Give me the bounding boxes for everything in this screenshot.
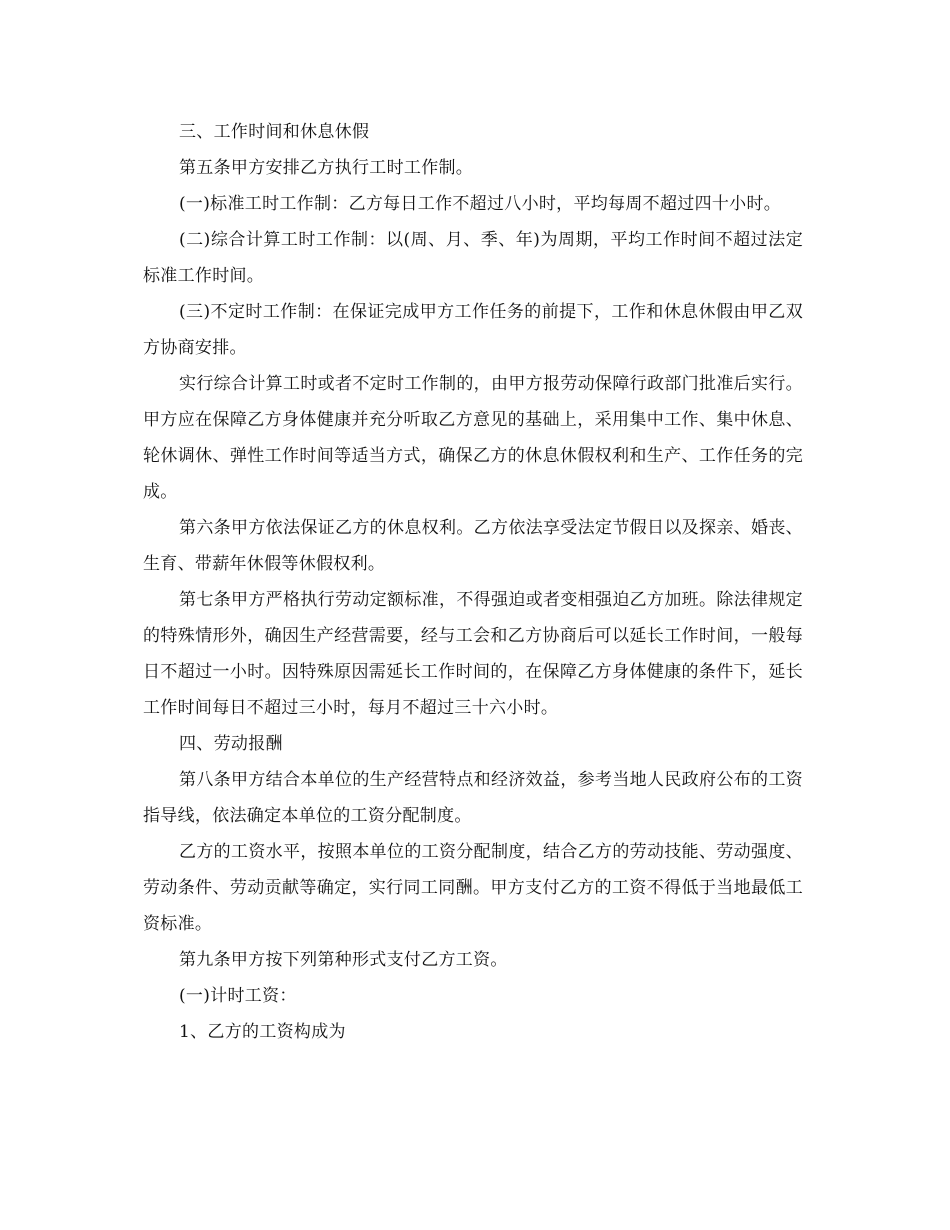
article-paragraph: 第九条甲方按下列第种形式支付乙方工资。 bbox=[179, 950, 508, 970]
clause-paragraph: (一)计时工资： bbox=[179, 986, 297, 1006]
list-item-paragraph: 1、乙方的工资构成为 bbox=[179, 1022, 346, 1042]
article-paragraph: 第六条甲方依法保证乙方的休息权利。乙方依法享受法定节假日以及探亲、婚丧、生育、带薪年休假等休假权利。 bbox=[143, 518, 803, 574]
clause-paragraph: (三)不定时工作制：在保证完成甲方工作任务的前提下，工作和休息休假由甲乙双方协商安排。 bbox=[143, 302, 803, 358]
clause-paragraph: (一)标准工时工作制：乙方每日工作不超过八小时，平均每周不超过四十小时。 bbox=[179, 194, 782, 214]
clause-paragraph: (二)综合计算工时工作制：以(周、月、季、年)为周期，平均工作时间不超过法定标准工作时间。 bbox=[143, 230, 803, 286]
document-body bbox=[143, 114, 803, 1050]
article-paragraph: 第八条甲方结合本单位的生产经营特点和经济效益，参考当地人民政府公布的工资指导线，依法确定本单位的工资分配制度。 bbox=[143, 770, 803, 826]
article-paragraph: 第七条甲方严格执行劳动定额标准，不得强迫或者变相强迫乙方加班。除法律规定的特殊情形外，确因生产经营需要，经与工会和乙方协商后可以延长工作时间，一般每日不超过一小时。因特殊原因需延长工作时间的，在保障乙方身体健康的条件下，延长工作时间每日不超过三小时，每月不超过三十六小时。 bbox=[143, 590, 803, 718]
section-heading: 四、劳动报酬 bbox=[179, 734, 283, 754]
body-paragraph: 乙方的工资水平，按照本单位的工资分配制度，结合乙方的劳动技能、劳动强度、劳动条件、劳动贡献等确定，实行同工同酬。甲方支付乙方的工资不得低于当地最低工资标准。 bbox=[143, 842, 803, 934]
body-paragraph: 实行综合计算工时或者不定时工作制的，由甲方报劳动保障行政部门批准后实行。甲方应在保障乙方身体健康并充分听取乙方意见的基础上，采用集中工作、集中休息、轮休调休、弹性工作时间等适当方式，确保乙方的休息休假权利和生产、工作任务的完成。 bbox=[143, 374, 803, 502]
section-heading: 三、工作时间和休息休假 bbox=[179, 122, 370, 142]
article-paragraph: 第五条甲方安排乙方执行工时工作制。 bbox=[179, 158, 474, 178]
